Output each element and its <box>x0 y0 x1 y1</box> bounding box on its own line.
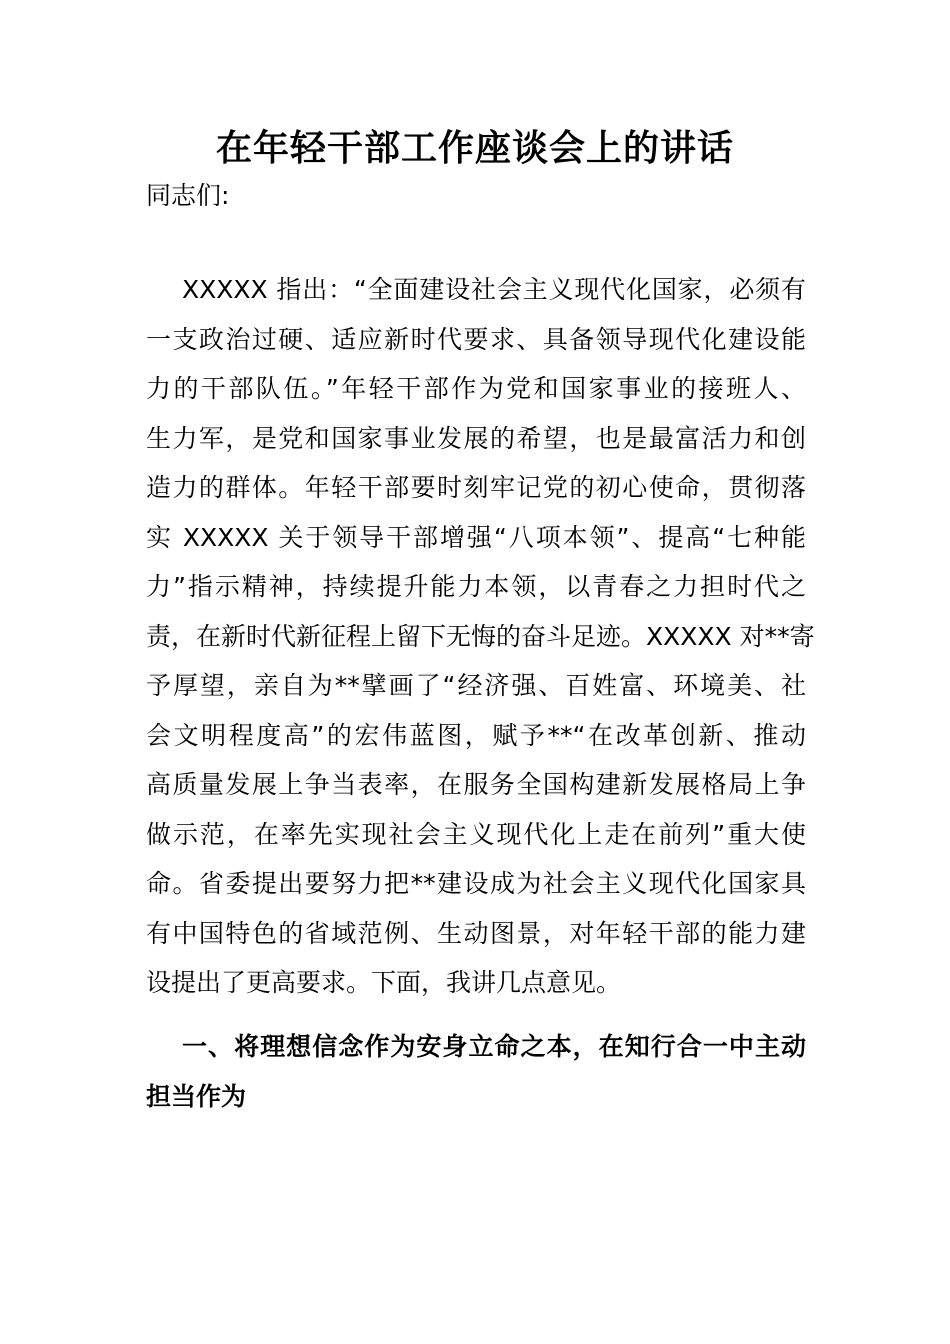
heading-line: 担当作为 <box>146 1081 247 1111</box>
paragraph-line: 有中国特色的省域范例、生动图景，对年轻干部的能力建 <box>146 918 806 948</box>
paragraph-line: 命。省委提出要努力把**建设成为社会主义现代化国家具 <box>146 869 806 898</box>
paragraph-line: 实 XXXXX 关于领导干部增强“八项本领”、提高“七种能 <box>146 522 806 552</box>
paragraph-line: XXXXX 指出：“全面建设社会主义现代化国家，必须有 <box>182 275 806 304</box>
paragraph-line: 力”指示精神，持续提升能力本领，以青春之力担时代之 <box>146 572 806 601</box>
paragraph-line: 高质量发展上争当表率，在服务全国构建新发展格局上争 <box>146 770 806 799</box>
heading-line: 一、将理想信念作为安身立命之本，在知行合一中主动 <box>182 1032 806 1061</box>
paragraph-line: 做示范，在率先实现社会主义现代化上走在前列”重大使 <box>146 819 806 849</box>
body-paragraph <box>146 265 815 1008</box>
paragraph-line: 力的干部队伍。”年轻干部作为党和国家事业的接班人、 <box>146 374 806 403</box>
paragraph-line: 造力的群体。年轻干部要时刻牢记党的初心使命，贯彻落 <box>146 473 806 502</box>
salutation: 同志们: <box>146 181 230 210</box>
paragraph-line: 责，在新时代新征程上留下无悔的奋斗足迹。XXXXX 对**寄 <box>146 621 815 651</box>
document-title: 在年轻干部工作座谈会上的讲话 <box>215 127 734 169</box>
paragraph-line: 予厚望，亲自为**擘画了“经济强、百姓富、环境美、社 <box>146 671 806 700</box>
paragraph-line: 会文明程度高”的宏伟蓝图，赋予**“在改革创新、推动 <box>146 720 806 750</box>
section-heading <box>146 1022 806 1121</box>
paragraph-line: 设提出了更高要求。下面，我讲几点意见。 <box>146 968 622 997</box>
paragraph-line: 一支政治过硬、适应新时代要求、具备领导现代化建设能 <box>146 324 806 354</box>
paragraph-line: 生力军，是党和国家事业发展的希望，也是最富活力和创 <box>146 423 806 453</box>
